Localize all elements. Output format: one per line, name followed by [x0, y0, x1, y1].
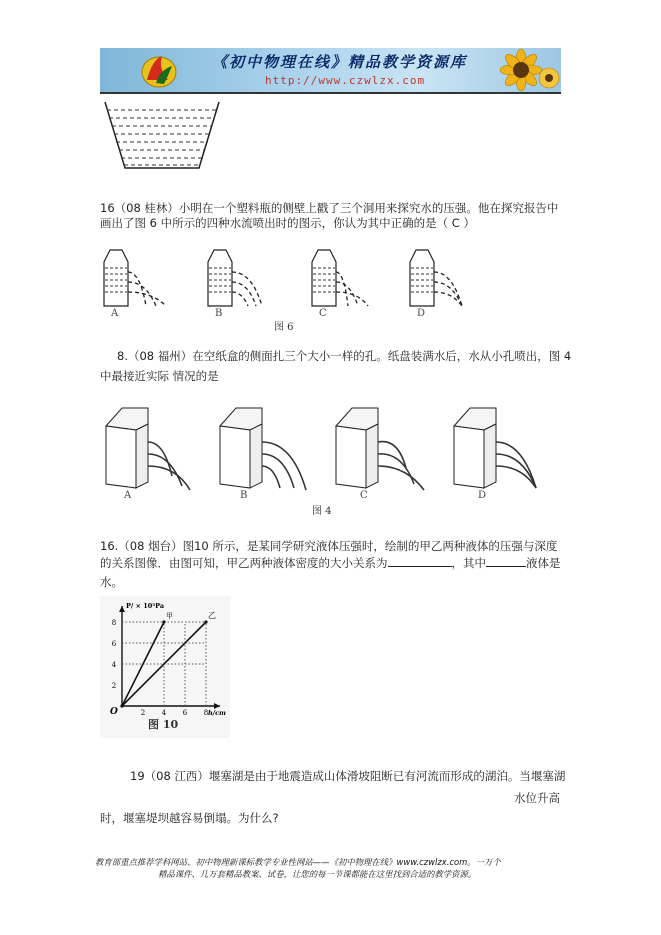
carton-c-figure [332, 404, 432, 492]
q8-line1: 8.（08 福州）在空纸盒的侧面扎三个大小一样的孔。纸盘装满水后，水从小孔喷出，图 4 [117, 349, 572, 363]
q16b-line2-part3: 液体是 [526, 556, 561, 570]
y-tick-label: 2 [111, 682, 117, 690]
fig4-label-c: C [360, 490, 368, 501]
carton-a-figure [102, 404, 202, 492]
trapezoid-container-figure [103, 100, 223, 172]
series-point-0-1 [162, 620, 165, 623]
bottle-d-figure [402, 246, 492, 308]
carton-d-figure [450, 404, 550, 492]
sunflower-icon [495, 48, 561, 92]
fig4-label-d: D [478, 490, 487, 501]
y-axis-arrow [119, 606, 125, 612]
q16a-line1: 16（08 桂林）小明在一个塑料瓶的侧壁上戳了三个洞用来探究水的压强。他在探究报告中 [100, 201, 559, 215]
bottle-c-figure [304, 246, 394, 308]
header-banner [100, 48, 561, 94]
q16a-line2: 画出了图 6 中所示的四种水流喷出时的图示，你认为其中正确的是（ C ） [100, 216, 475, 230]
fig6-caption: 图 6 [274, 322, 294, 333]
y-tick-label: 6 [111, 640, 117, 648]
y-tick-label: 8 [111, 619, 117, 627]
x-tick-label: 4 [161, 709, 167, 717]
fig4-label-a: A [124, 490, 132, 501]
fig6-label-a: A [111, 308, 119, 319]
series-label-yi: 乙 [208, 611, 216, 620]
bottle-a-figure [96, 246, 186, 308]
carton-b-figure [216, 404, 316, 492]
y-axis-label: P/ × 10³Pa [126, 602, 165, 610]
footer-line1: 教育部重点推荐学科网站、初中物理新课标教学专业性网站——《初中物理在线》www.czwlzx.com。一万个 [95, 857, 501, 867]
series-point-1-0 [120, 704, 123, 707]
q16b-line3: 水。 [100, 575, 123, 589]
fig4-caption: 图 4 [312, 506, 332, 517]
bottle-b-figure [200, 246, 290, 308]
q16b-line2-part1: 的关系图像．由图可知，甲乙两种液体密度的大小关系为 [100, 556, 388, 570]
banner-title: 《初中物理在线》精品教学资源库 [212, 53, 468, 71]
water-liquid-blank[interactable] [486, 554, 526, 567]
banner-url: http://www.czwlzx.com [265, 74, 426, 87]
q8-line2: 中最接近实际 情况的是 [100, 369, 219, 383]
q19-line1: 19（08 江西）堰塞湖是由于地震造成山体滑坡阻断已有河流而形成的湖泊。当堰塞湖 [130, 769, 566, 783]
figure-6 [96, 246, 476, 332]
q16b-line2-part2: ，其中 [451, 556, 486, 570]
density-relation-blank[interactable] [388, 554, 452, 567]
series-point-1-1 [204, 620, 207, 623]
series-label-jia: 甲 [166, 612, 173, 620]
q16b-line1: 16.（08 烟台）图10 所示，是某同学研究液体压强时，绘制的甲乙两种液体的压强与深度 [100, 539, 558, 553]
x-tick-label: 8 [203, 709, 209, 717]
fig6-label-c: C [319, 308, 327, 319]
site-logo [138, 50, 180, 90]
figure-10 [100, 596, 230, 738]
fig10-caption: 图 10 [148, 718, 179, 731]
footer-line2: 精品课件、几万套精品教案、试卷，让您的每一节课都能在这里找到合适的教学资源。 [158, 869, 477, 879]
fig4-label-b: B [240, 490, 248, 501]
x-axis-label: h/cm [208, 709, 226, 717]
fig6-label-d: D [417, 308, 426, 319]
q19-line2: 水位升高 [514, 791, 560, 805]
x-tick-label: 6 [182, 709, 188, 717]
q19-line3: 时，堰塞堤坝越容易倒塌。为什么? [100, 811, 279, 825]
y-tick-label: 4 [111, 661, 117, 669]
q16b-line2 [100, 553, 561, 573]
x-tick-label: 2 [140, 709, 146, 717]
fig6-label-b: B [215, 308, 223, 319]
origin-label: O [110, 707, 118, 717]
figure-4 [98, 400, 562, 518]
